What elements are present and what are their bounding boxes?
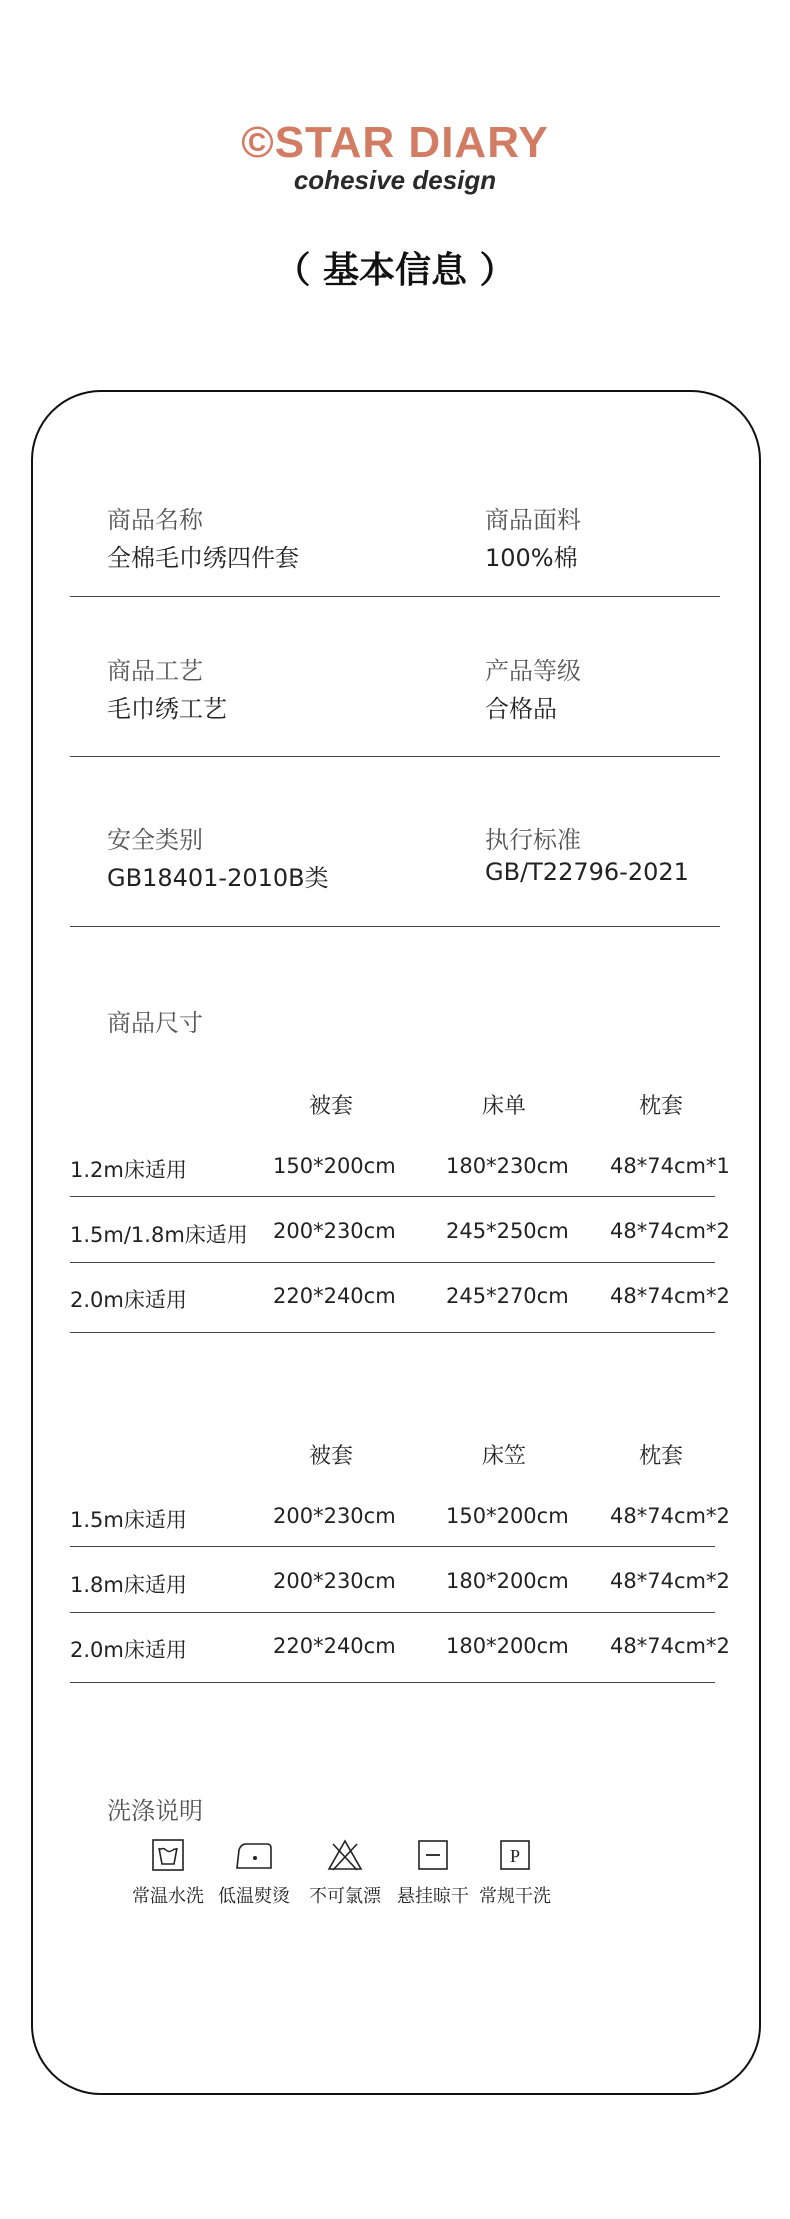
table-cell: 48*74cm*2 — [610, 1284, 730, 1308]
wash-label: 不可氯漂 — [309, 1886, 381, 1907]
dry-clean-icon — [498, 1838, 532, 1872]
grade-label: 产品等级 — [485, 657, 581, 685]
safety-value: GB18401-2010B类 — [107, 864, 329, 892]
table-cell: 2.0m床适用 — [70, 1638, 187, 1662]
wash-label: 低温熨烫 — [218, 1886, 290, 1907]
table-cell: 220*240cm — [273, 1284, 396, 1308]
table-cell: 48*74cm*2 — [610, 1634, 730, 1658]
table-cell: 48*74cm*1 — [610, 1154, 730, 1178]
fabric-value: 100%棉 — [485, 544, 578, 572]
table-cell: 220*240cm — [273, 1634, 396, 1658]
row-divider — [70, 1546, 715, 1547]
brand-name: ©STAR DIARY — [241, 118, 549, 167]
table-cell: 2.0m床适用 — [70, 1288, 187, 1312]
table-cell: 48*74cm*2 — [610, 1219, 730, 1243]
table-cell: 1.5m/1.8m床适用 — [70, 1223, 248, 1247]
table-header: 床单 — [481, 1094, 526, 1119]
row-divider — [70, 1332, 715, 1333]
table-cell: 180*200cm — [446, 1569, 569, 1593]
table-header: 被套 — [308, 1444, 353, 1469]
table-cell: 150*200cm — [446, 1504, 569, 1528]
no-bleach-icon — [327, 1838, 363, 1872]
table-cell: 1.8m床适用 — [70, 1573, 187, 1597]
section-title: （ 基本信息 ） — [274, 250, 516, 291]
product-name-label: 商品名称 — [107, 506, 203, 534]
table-header: 枕套 — [638, 1094, 683, 1119]
wash-item — [305, 1838, 385, 1908]
craft-value: 毛巾绣工艺 — [107, 695, 227, 723]
wash-label: 常温水洗 — [132, 1886, 204, 1907]
wash-label: 悬挂晾干 — [397, 1886, 469, 1907]
standard-label: 执行标准 — [485, 826, 581, 854]
table-header: 床笠 — [481, 1444, 526, 1469]
dry-clean-symbol: P — [509, 1846, 521, 1866]
table-cell: 180*230cm — [446, 1154, 569, 1178]
table-cell: 245*270cm — [446, 1284, 569, 1308]
table-cell: 48*74cm*2 — [610, 1569, 730, 1593]
table-cell: 1.5m床适用 — [70, 1508, 187, 1532]
table-cell: 200*230cm — [273, 1569, 396, 1593]
wash-item — [214, 1838, 294, 1908]
table-cell: 1.2m床适用 — [70, 1158, 187, 1182]
divider — [70, 926, 720, 927]
divider — [70, 756, 720, 757]
size-title: 商品尺寸 — [107, 1009, 203, 1037]
product-name-value: 全棉毛巾绣四件套 — [107, 544, 299, 572]
standard-value: GB/T22796-2021 — [485, 858, 689, 886]
wash-item — [475, 1838, 555, 1908]
craft-label: 商品工艺 — [107, 657, 203, 685]
table-header: 被套 — [308, 1094, 353, 1119]
iron-low-icon — [234, 1838, 274, 1872]
table-cell: 180*200cm — [446, 1634, 569, 1658]
table-cell: 200*230cm — [273, 1219, 396, 1243]
row-divider — [70, 1262, 715, 1263]
table-cell: 48*74cm*2 — [610, 1504, 730, 1528]
fabric-label: 商品面料 — [485, 506, 581, 534]
brand-tagline: cohesive design — [293, 165, 497, 195]
table-cell: 245*250cm — [446, 1219, 569, 1243]
divider — [70, 596, 720, 597]
table-header: 枕套 — [638, 1444, 683, 1469]
wash-tub-icon — [151, 1838, 185, 1872]
wash-label: 常规干洗 — [479, 1886, 551, 1907]
table-cell: 200*230cm — [273, 1504, 396, 1528]
wash-item — [393, 1838, 473, 1908]
grade-value: 合格品 — [485, 695, 557, 723]
row-divider — [70, 1196, 715, 1197]
table-cell: 150*200cm — [273, 1154, 396, 1178]
wash-item — [128, 1838, 208, 1908]
hang-dry-icon — [416, 1838, 450, 1872]
wash-title: 洗涤说明 — [107, 1797, 203, 1825]
row-divider — [70, 1682, 715, 1683]
row-divider — [70, 1612, 715, 1613]
safety-label: 安全类别 — [107, 826, 203, 854]
